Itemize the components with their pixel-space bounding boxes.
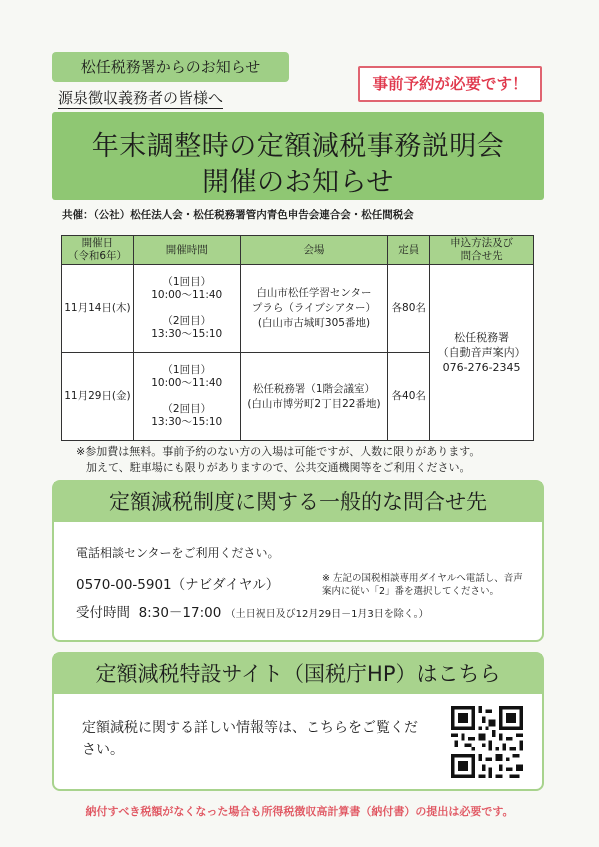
row-date: 11月14日(木) — [62, 265, 134, 353]
col-header-capacity: 定員 — [388, 236, 430, 265]
row-times: （1回目） 10:00～11:40 （2回目） 13:30～15:10 — [133, 353, 240, 441]
inquiry-phone: 0570-00-5901（ナビダイヤル） — [76, 577, 280, 593]
page-title-line1: 年末調整時の定額減税事務説明会 — [91, 131, 505, 162]
row-capacity: 各80名 — [388, 265, 430, 353]
row-capacity: 各40名 — [388, 353, 430, 441]
website-section — [52, 652, 544, 791]
fee-note — [76, 444, 546, 476]
hours-label: 受付時間 — [76, 605, 130, 621]
inquiry-section — [52, 480, 544, 642]
page-title-line2: 開催のお知らせ — [202, 167, 394, 198]
cosponsor-text: 共催：（公社）松任法人会・松任税務署管内青色申告会連合会・松任間税会 — [62, 209, 414, 221]
reservation-required-badge: 事前予約が必要です！ — [358, 66, 542, 102]
inquiry-phone-note: ※ 左記の国税相談専用ダイヤルへ電話し、音声案内に従い「2」番を選択してください。 — [322, 573, 523, 597]
office-tag: 松任税務署からのお知らせ — [52, 52, 289, 82]
inquiry-heading: 定額減税制度に関する一般的な問合せ先 — [54, 482, 542, 522]
inquiry-intro: 電話相談センターをご利用ください。 — [76, 546, 280, 560]
table-row — [62, 265, 534, 353]
hours-value: 8:30－17:00 — [138, 605, 222, 621]
row-venue: 白山市松任学習センター プラら（ライブシアター） (白山市古城町305番地) — [240, 265, 388, 353]
fee-note-line1: ※参加費は無料。事前予約のない方の入場は可能ですが、人数に限りがあります。 — [76, 445, 481, 458]
table-header-row — [62, 236, 534, 265]
row-date: 11月29日(金) — [62, 353, 134, 441]
schedule-table — [61, 235, 534, 441]
recipients-label: 源泉徴収義務者の皆様へ — [58, 89, 224, 107]
fee-note-line2: 加えて、駐車場にも限りがありますので、公共交通機関等をご利用ください。 — [86, 461, 471, 474]
col-header-venue: 会場 — [240, 236, 388, 265]
footer-note: 納付すべき税額がなくなった場合も所得税徴収高計算書（納付書）の提出は必要です。 — [85, 805, 514, 818]
inquiry-hours — [76, 601, 429, 621]
website-text: 定額減税に関する詳しい情報等は、こちらをご覧ください。 — [82, 720, 418, 758]
col-header-date: 開催日 （令和6年） — [62, 236, 134, 265]
hours-note: （土日祝日及び12月29日－1月3日を除く。） — [225, 609, 429, 620]
title-banner — [52, 112, 544, 200]
qr-code-icon[interactable] — [451, 706, 523, 778]
row-times: （1回目） 10:00～11:40 （2回目） 13:30～15:10 — [133, 265, 240, 353]
col-header-contact: 申込方法及び 問合せ先 — [430, 236, 534, 265]
col-header-time: 開催時間 — [133, 236, 240, 265]
contact-cell: 松任税務署 （自動音声案内） 076-276-2345 — [430, 265, 534, 441]
website-heading: 定額減税特設サイト（国税庁HP）はこちら — [54, 654, 542, 694]
row-venue: 松任税務署（1階会議室） (白山市博労町2丁目22番地) — [240, 353, 388, 441]
